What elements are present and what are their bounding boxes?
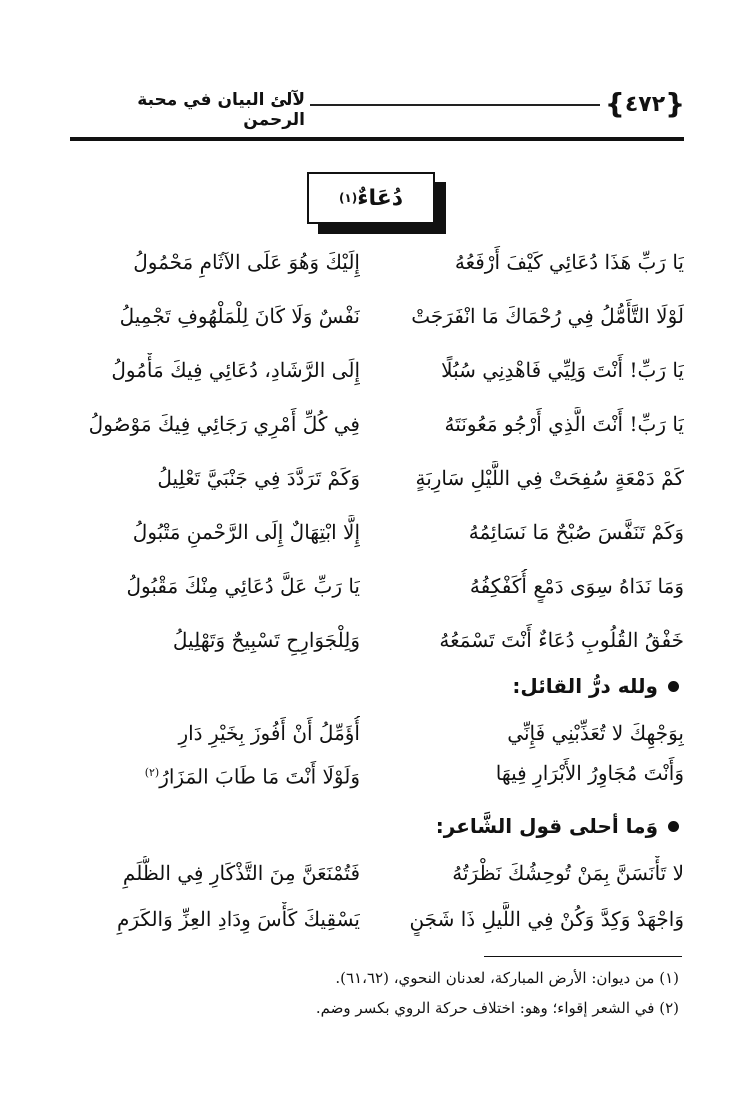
section-title: [307, 172, 435, 224]
hemistich-second: وَكَمْ تَرَدَّدَ فِي جَنْبَيَّ تَعْلِيلُ: [157, 466, 360, 490]
hemistich-second: فَتُمْنَعَنَّ مِنَ التَّذْكَارِ فِي الظُّلَمِ: [122, 861, 360, 885]
header-rule: [70, 137, 684, 141]
hemistich-second: إِلَيْكَ وَهُوَ عَلَى الآثَامِ مَحْمُولُ: [133, 250, 360, 274]
hemistich-first: بِوَجْهِكَ لا تُعَذِّبْنِي فَإِنِّي: [507, 721, 684, 745]
running-title: لآلئ البيان في محبة الرحمن: [137, 90, 305, 130]
hemistich-second: أُؤَمِّلُ أَنْ أَفُوزَ بِخَيْرِ دَارِ: [178, 721, 360, 745]
header-divider: [310, 104, 600, 106]
verse: [70, 245, 684, 295]
hemistich-second: وَلِلْجَوَارِحِ تَسْبِيحٌ وَتَهْلِيلُ: [172, 628, 360, 652]
quote-intro: [512, 674, 679, 698]
verse: [70, 461, 684, 511]
footnote-rule: [484, 956, 682, 957]
hemistich-second: يَا رَبِّ عَلَّ دُعَائِي مِنْكَ مَقْبُولُ: [126, 574, 360, 598]
quote-intro: [436, 814, 679, 838]
footnote-ref-1: (١): [338, 191, 358, 205]
section-title-text: دُعَاءٌ: [357, 185, 404, 211]
hemistich-first: لَوْلَا التَّأَمُّلُ فِي رُحْمَاكَ مَا انْفَرَجَتْ: [411, 304, 684, 328]
page-number-text: ٤٧٢: [624, 91, 666, 117]
bullet-icon: [668, 681, 679, 692]
page-header: [70, 86, 686, 130]
quote-intro-text: ولله درُّ القائل:: [512, 674, 658, 698]
footnote-2: [65, 996, 679, 1020]
footnote-text: من ديوان: الأرض المباركة، لعدنان النحوي، (٦١،٦٢).: [335, 969, 655, 987]
page-number: [604, 86, 686, 122]
verse: [70, 902, 684, 952]
hemistich-first: يَا رَبِّ! أَنْتَ الَّذِي أَرْجُو مَعُونَتَهُ: [444, 412, 684, 436]
footnote-text: في الشعر إقواء؛ وهو: اختلاف حركة الروي بكسر وضم.: [315, 999, 655, 1017]
verse: [70, 623, 684, 673]
hemistich-second: يَسْقِيكَ كَأْسَ وِدَادِ العِزِّ وَالكَرَمِ: [116, 907, 360, 931]
verse: [70, 756, 684, 806]
verse: [70, 856, 684, 906]
verse: [70, 515, 684, 565]
hemistich-second: إِلَّا ابْتِهَالٌ إِلَى الرَّحْمنِ مَتْبُولُ: [132, 520, 360, 544]
hemistich-second: نَفْسٌ وَلَا كَانَ لِلْمَلْهُوفِ تَجْمِيلُ: [119, 304, 360, 328]
hemistich-second: فِي كُلِّ أَمْرِي رَجَائِي فِيكَ مَوْصُولُ: [88, 412, 360, 436]
quote-intro-text: وَما أحلى قول الشَّاعر:: [435, 814, 658, 838]
footnote-ref-2: (٢): [144, 766, 160, 779]
hemistich-text: وَلَوْلَا أَنْتَ مَا طَابَ المَزَارُ: [159, 764, 360, 789]
right-bracket-icon: }: [665, 87, 686, 120]
verse: [70, 353, 684, 403]
verse: [70, 407, 684, 457]
hemistich-second: إِلَى الرَّشَادِ، دُعَائِي فِيكَ مَأْمُولُ: [111, 358, 360, 382]
hemistich-first: وَاجْهَدْ وَكِدَّ وَكُنْ فِي اللَّيلِ ذَا شَجَنٍ: [409, 907, 684, 931]
footnote-1: [65, 966, 679, 990]
verse: [70, 299, 684, 349]
verse: [70, 569, 684, 619]
hemistich-first: كَمْ دَمْعَةٍ سُفِحَتْ فِي اللَّيْلِ سَارِبَةٍ: [415, 466, 684, 490]
hemistich-first: وَأَنْتَ مُجَاوِرُ الأَبْرَارِ فِيهَا: [495, 761, 684, 785]
bullet-icon: [668, 821, 679, 832]
footnote-marker: (٢): [659, 999, 679, 1017]
hemistich-first: لا تَأْنَسَنَّ بِمَنْ تُوحِشُكَ نَظْرَتُهُ: [452, 861, 684, 885]
hemistich-second: [70, 756, 360, 794]
hemistich-first: خَفْقُ القُلُوبِ دُعَاءٌ أَنْتَ تَسْمَعُهُ: [439, 628, 684, 652]
footnote-marker: (١): [659, 969, 679, 987]
left-bracket-icon: {: [604, 87, 625, 120]
hemistich-first: وَمَا نَدَاهُ سِوَى دَمْعٍ أُكَفْكِفُهُ: [469, 574, 684, 598]
hemistich-first: يَا رَبِّ هَذَا دُعَائِي كَيْفَ أَرْفَعُهُ: [454, 250, 684, 274]
hemistich-first: وَكَمْ تَنَفَّسَ صُبْحٌ مَا نَسَائِمُهُ: [468, 520, 684, 544]
hemistich-first: يَا رَبِّ! أَنْتَ وَلِيِّي فَاهْدِنِي سُبُلًا: [441, 358, 684, 382]
